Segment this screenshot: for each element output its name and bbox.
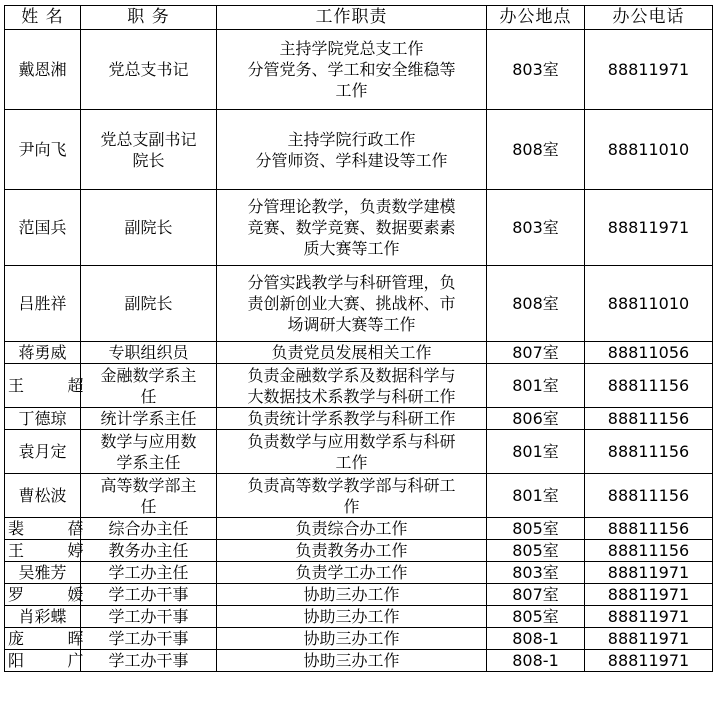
phone-cell: 88811971 [585,628,713,650]
duty-cell: 负责学工办工作 [217,562,487,584]
table-row [5,190,713,266]
header-name: 姓 名 [5,6,81,30]
job-title-cell: 副院长 [81,190,217,266]
person-name-cell: 袁月定 [5,430,81,474]
job-title-cell: 高等数学部主 任 [81,474,217,518]
spaced-name: 罗 媛 [8,585,103,604]
phone-cell: 88811156 [585,474,713,518]
header-row [5,6,713,30]
person-name-cell [5,584,103,606]
duty-cell: 负责统计学系教学与科研工作 [217,408,487,430]
job-title-cell: 党总支副书记 院长 [81,110,217,190]
phone-cell: 88811156 [585,408,713,430]
phone-cell: 88811156 [585,540,713,562]
duty-cell: 分管实践教学与科研管理，负 责创新创业大赛、挑战杯、市 场调研大赛等工作 [217,266,487,342]
office-cell: 805室 [487,518,585,540]
table-row [5,342,713,364]
duty-cell: 负责综合办工作 [217,518,487,540]
phone-cell: 88811010 [585,110,713,190]
staff-directory-table [4,5,713,672]
job-title-cell: 金融数学系主 任 [81,364,217,408]
job-title-cell: 副院长 [81,266,217,342]
job-title-cell: 学工办干事 [81,584,217,606]
job-title-cell: 统计学系主任 [81,408,217,430]
job-title-cell: 教务办主任 [81,540,217,562]
office-cell: 806室 [487,408,585,430]
person-name-cell: 吕胜祥 [5,266,81,342]
phone-cell: 88811971 [585,650,713,672]
duty-cell: 负责数学与应用数学系与科研 工作 [217,430,487,474]
phone-cell: 88811156 [585,430,713,474]
table-row [5,364,713,408]
header-duty: 工作职责 [217,6,487,30]
duty-cell: 负责高等数学教学部与科研工 作 [217,474,487,518]
job-title-cell: 学工办干事 [81,628,217,650]
office-cell: 808室 [487,266,585,342]
phone-cell: 88811971 [585,584,713,606]
table-row [5,540,713,562]
office-cell: 803室 [487,30,585,110]
table-row [5,518,713,540]
duty-cell: 协助三办工作 [217,650,487,672]
phone-cell: 88811156 [585,518,713,540]
office-cell: 805室 [487,540,585,562]
office-cell: 807室 [487,584,585,606]
spaced-name: 阳 广 [8,651,103,670]
office-cell: 801室 [487,364,585,408]
header-office: 办公地点 [487,6,585,30]
job-title-cell: 学工办主任 [81,562,217,584]
table-row [5,430,713,474]
office-cell: 801室 [487,430,585,474]
header-title: 职 务 [81,6,217,30]
person-name-cell: 曹松波 [5,474,81,518]
person-name-cell: 丁德琼 [5,408,81,430]
table-row [5,110,713,190]
phone-cell: 88811056 [585,342,713,364]
table-row [5,30,713,110]
duty-cell: 协助三办工作 [217,584,487,606]
office-cell: 803室 [487,562,585,584]
office-cell: 808-1 [487,650,585,672]
office-cell: 805室 [487,606,585,628]
job-title-cell: 党总支书记 [81,30,217,110]
phone-cell: 88811971 [585,562,713,584]
duty-cell: 主持学院党总支工作 分管党务、学工和安全维稳等 工作 [217,30,487,110]
person-name-cell: 尹向飞 [5,110,81,190]
spaced-name: 王 婷 [8,541,103,560]
person-name-cell: 戴恩湘 [5,30,81,110]
table-row [5,562,713,584]
duty-cell: 分管理论教学，负责数学建模 竞赛、数学竞赛、数据要素素 质大赛等工作 [217,190,487,266]
person-name-cell [5,540,103,562]
duty-cell: 负责党员发展相关工作 [217,342,487,364]
table-row [5,628,713,650]
person-name-cell: 肖彩蝶 [5,606,81,628]
person-name-cell: 蒋勇威 [5,342,81,364]
office-cell: 808室 [487,110,585,190]
spaced-name: 庞 晖 [8,629,103,648]
table-row [5,606,713,628]
duty-cell: 协助三办工作 [217,606,487,628]
table-row [5,584,713,606]
person-name-cell: 范国兵 [5,190,81,266]
office-cell: 803室 [487,190,585,266]
person-name-cell [5,518,103,540]
duty-cell: 负责教务办工作 [217,540,487,562]
duty-cell: 负责金融数学系及数据科学与 大数据技术系教学与科研工作 [217,364,487,408]
job-title-cell: 综合办主任 [81,518,217,540]
person-name-cell [5,364,103,408]
person-name-cell [5,650,103,672]
job-title-cell: 专职组织员 [81,342,217,364]
table-row [5,474,713,518]
office-cell: 801室 [487,474,585,518]
job-title-cell: 学工办干事 [81,650,217,672]
phone-cell: 88811971 [585,30,713,110]
person-name-cell [5,628,103,650]
spaced-name: 王 超 [8,376,103,395]
phone-cell: 88811010 [585,266,713,342]
office-cell: 807室 [487,342,585,364]
phone-cell: 88811156 [585,364,713,408]
person-name-cell: 吴雅芳 [5,562,81,584]
office-cell: 808-1 [487,628,585,650]
duty-cell: 主持学院行政工作 分管师资、学科建设等工作 [217,110,487,190]
duty-cell: 协助三办工作 [217,628,487,650]
spaced-name: 裴 蓓 [8,519,103,538]
phone-cell: 88811971 [585,190,713,266]
table-row [5,266,713,342]
phone-cell: 88811971 [585,606,713,628]
header-phone: 办公电话 [585,6,713,30]
table-row [5,408,713,430]
table-row [5,650,713,672]
job-title-cell: 数学与应用数 学系主任 [81,430,217,474]
job-title-cell: 学工办干事 [81,606,217,628]
